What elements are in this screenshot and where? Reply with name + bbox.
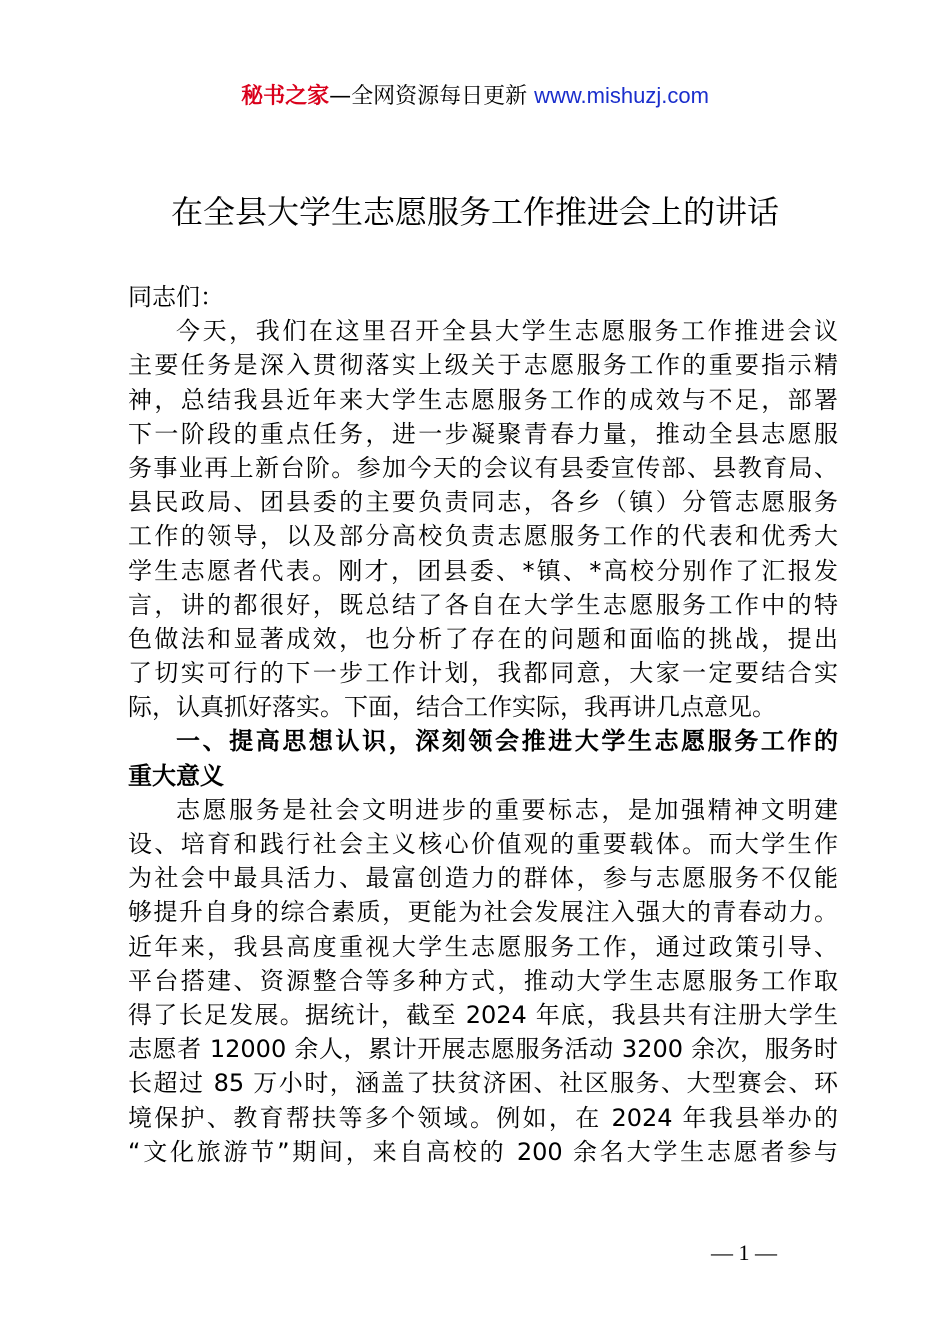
paragraph-line: 够提升自身的综合素质，更能为社会发展注入强大的青春动力。	[128, 898, 838, 927]
site-url-link[interactable]: www.mishuzj.com	[534, 83, 709, 108]
paragraph-line: 神，总结我县近年来大学生志愿服务工作的成效与不足，部署	[128, 385, 838, 414]
paragraph-line: “文化旅游节”期间，来自高校的 200 余名大学生志愿者参与	[128, 1137, 838, 1166]
site-brand[interactable]: 秘书之家	[241, 84, 330, 109]
paragraph-line: 志愿者 12000 余人，累计开展志愿服务活动 3200 余次，服务时	[128, 1035, 838, 1064]
section-heading-line: 一、提高思想认识，深刻领会推进大学生志愿服务工作的	[176, 727, 838, 756]
section-heading-line: 重大意义	[128, 761, 224, 790]
paragraph-line: 下一阶段的重点任务，进一步凝聚青春力量，推动全县志愿服	[128, 419, 838, 448]
paragraph-line: 平台搭建、资源整合等多种方式，推动大学生志愿服务工作取	[128, 966, 838, 995]
paragraph-line: 长超过 85 万小时，涵盖了扶贫济困、社区服务、大型赛会、环	[128, 1069, 838, 1098]
paragraph-line: 了切实可行的下一步工作计划，我都同意，大家一定要结合实	[128, 659, 838, 688]
site-tagline: —全网资源每日更新	[329, 84, 535, 109]
paragraph-line: 工作的领导，以及部分高校负责志愿服务工作的代表和优秀大	[128, 522, 838, 551]
salutation: 同志们：	[128, 283, 224, 311]
paragraph-line: 近年来，我县高度重视大学生志愿服务工作，通过政策引导、	[128, 932, 838, 961]
paragraph-line: 际，认真抓好落实。下面，结合工作实际，我再讲几点意见。	[128, 693, 776, 722]
paragraph-line: 志愿服务是社会文明进步的重要标志，是加强精神文明建	[176, 795, 838, 824]
document-body	[128, 280, 838, 1169]
site-header	[0, 80, 950, 113]
paragraph-line: 设、培育和践行社会主义核心价值观的重要载体。而大学生作	[128, 830, 838, 858]
page-number: — 1 —	[711, 1240, 777, 1265]
paragraph-line: 县民政局、团县委的主要负责同志，各乡（镇）分管志愿服务	[128, 488, 838, 517]
document-title: 在全县大学生志愿服务工作推进会上的讲话	[170, 193, 779, 231]
paragraph-line: 今天，我们在这里召开全县大学生志愿服务工作推进会议	[176, 317, 838, 346]
paragraph-line: 学生志愿者代表。刚才，团县委、*镇、*高校分别作了汇报发	[128, 556, 838, 585]
paragraph-line: 主要任务是深入贯彻落实上级关于志愿服务工作的重要指示精	[128, 351, 838, 380]
paragraph-line: 务事业再上新台阶。参加今天的会议有县委宣传部、县教育局、	[128, 453, 838, 482]
paragraph-line: 言，讲的都很好，既总结了各自在大学生志愿服务工作中的特	[128, 590, 838, 619]
paragraph-line: 色做法和显著成效，也分析了存在的问题和面临的挑战，提出	[128, 624, 838, 653]
paragraph-line: 得了长足发展。据统计，截至 2024 年底，我县共有注册大学生	[128, 1000, 838, 1029]
paragraph-line: 为社会中最具活力、最富创造力的群体，参与志愿服务不仅能	[128, 864, 838, 893]
paragraph-line: 境保护、教育帮扶等多个领域。例如，在 2024 年我县举办的	[128, 1103, 838, 1132]
